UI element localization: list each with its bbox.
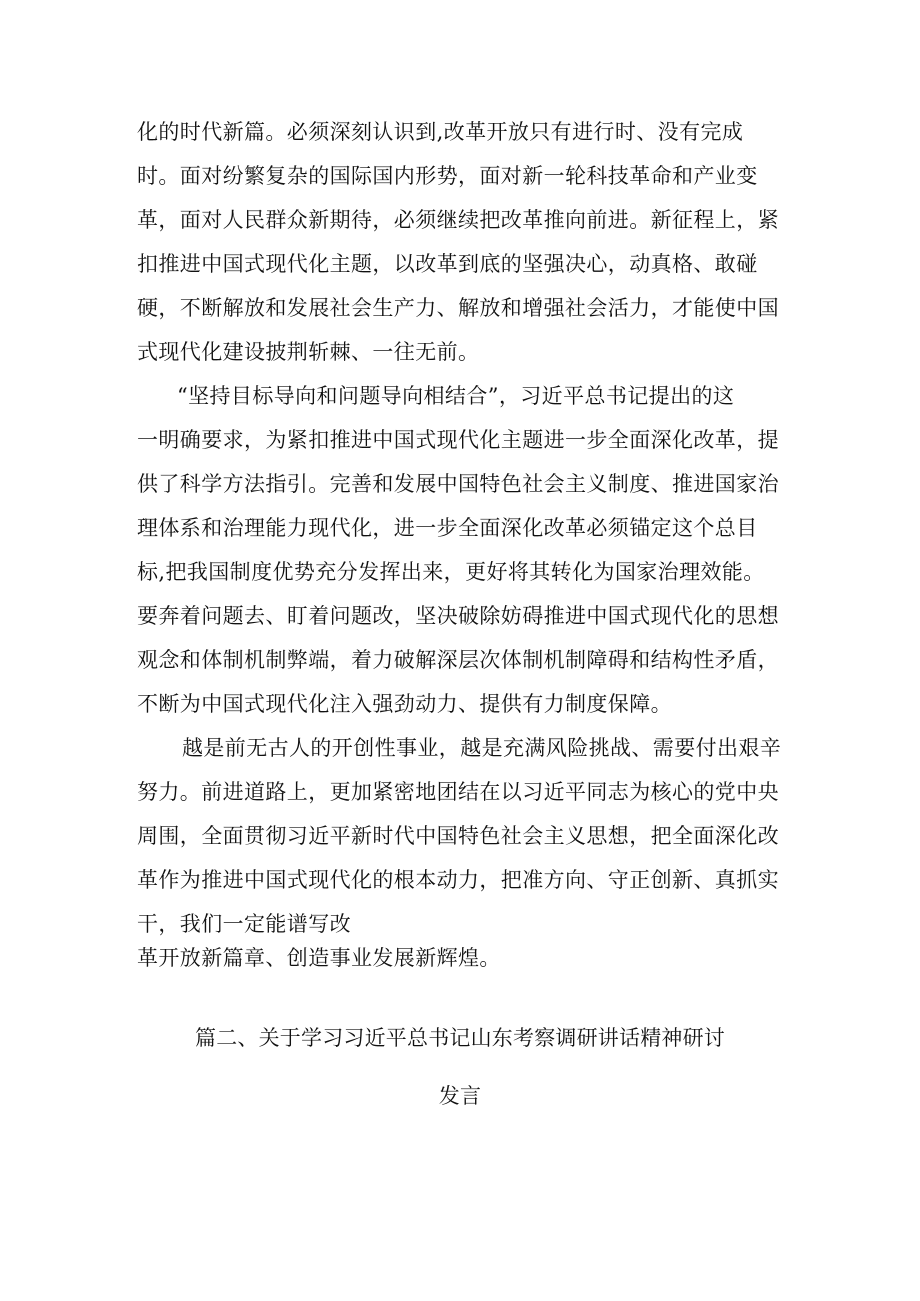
- paragraph-3-line-2: 努力。前进道路上，更加紧密地团结在以习近平同志为核心的党中央: [137, 780, 779, 804]
- paragraph-2-line-1: “坚持目标导向和问题导向相结合”，习近平总书记提出的这: [177, 384, 735, 408]
- paragraph-2-line-5: 标,把我国制度优势充分发挥出来，更好将其转化为国家治理效能。: [137, 560, 765, 584]
- paragraph-1-line-1: 化的时代新篇。必须深刻认识到,改革开放只有进行时、没有完成: [137, 120, 744, 144]
- paragraph-3-line-3: 周围，全面贯彻习近平新时代中国特色社会主义思想，把全面深化改: [137, 824, 779, 848]
- paragraph-2-line-4: 理体系和治理能力现代化，进一步全面深化改革必须锚定这个总目: [137, 516, 758, 540]
- paragraph-3-line-5: 干，我们一定能谱写改: [137, 912, 351, 936]
- paragraph-1-line-5: 硬，不断解放和发展社会生产力、解放和增强社会活力，才能使中国: [137, 296, 779, 320]
- paragraph-1-line-4: 扣推进中国式现代化主题，以改革到底的坚强决心，动真格、敢碰: [137, 252, 758, 276]
- paragraph-2-line-3: 供了科学方法指引。完善和发展中国特色社会主义制度、推进国家治: [137, 472, 779, 496]
- paragraph-2-line-2: 一明确要求，为紧扣推进中国式现代化主题进一步全面深化改革，提: [137, 428, 779, 452]
- paragraph-2-line-8: 不断为中国式现代化注入强劲动力、提供有力制度保障。: [137, 692, 672, 716]
- paragraph-3-line-4: 革作为推进中国式现代化的根本动力，把准方向、守正创新、真抓实: [137, 868, 779, 892]
- paragraph-2-line-7: 观念和体制机制弊端，着力破解深层次体制机制障碍和结构性矛盾，: [137, 648, 779, 672]
- section-heading-line-2: 发言: [438, 1084, 482, 1108]
- paragraph-3-line-1: 越是前无古人的开创性事业，越是充满风险挑战、需要付出艰辛: [182, 736, 782, 760]
- paragraph-3-line-6: 革开放新篇章、创造事业发展新辉煌。: [137, 946, 501, 970]
- paragraph-1-line-6: 式现代化建设披荆斩棘、一往无前。: [137, 340, 480, 364]
- section-heading-line-1: 篇二、关于学习习近平总书记山东考察调研讲话精神研讨: [195, 1026, 725, 1050]
- paragraph-1-line-2: 时。面对纷繁复杂的国际国内形势，面对新一轮科技革命和产业变: [137, 164, 758, 188]
- paragraph-1-line-3: 革，面对人民群众新期待，必须继续把改革推向前进。新征程上，紧: [137, 208, 779, 232]
- paragraph-2-line-6: 要奔着问题去、盯着问题改，坚决破除妨碍推进中国式现代化的思想: [137, 604, 779, 628]
